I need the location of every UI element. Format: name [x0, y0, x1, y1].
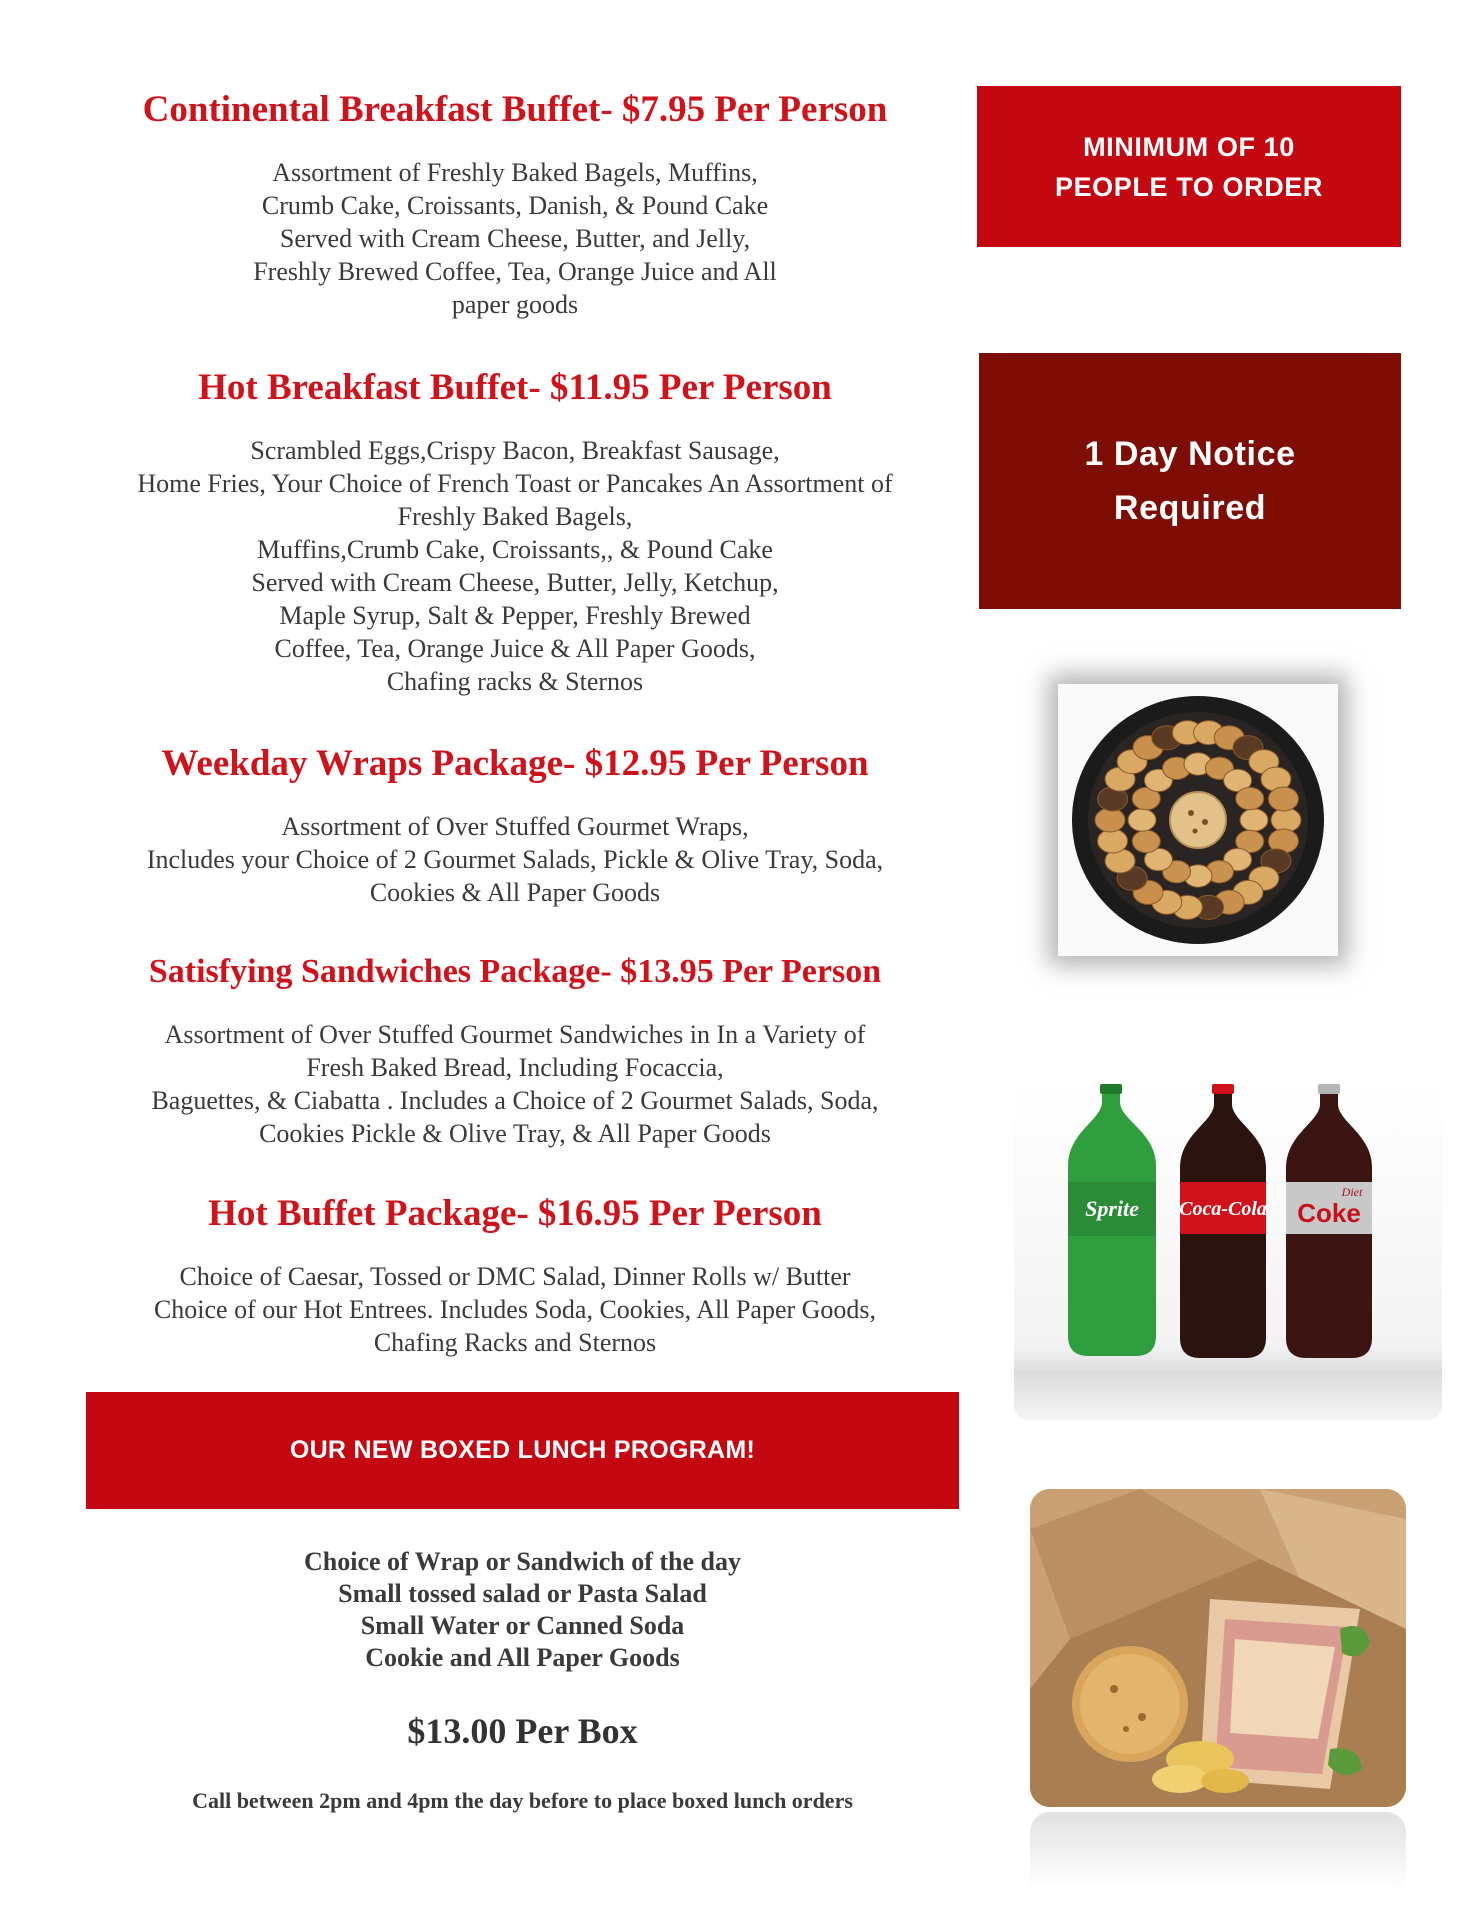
description-line: Assortment of Over Stuffed Gourmet Sandwiches in In a Variety of: [164, 1020, 866, 1049]
description-line: Served with Cream Cheese, Butter, Jelly, Ketchup,: [251, 568, 779, 597]
boxed-lunch-item: Choice of Wrap or Sandwich of the day: [304, 1547, 741, 1576]
diet-label: Diet: [1341, 1185, 1363, 1199]
boxed-lunch-price: $13.00 Per Box: [407, 1711, 638, 1751]
cookie-shape: [1268, 787, 1298, 811]
cookie-platter-icon: [1067, 691, 1329, 949]
description-line: Chafing Racks and Sternos: [373, 1328, 657, 1357]
notice-line: PEOPLE TO ORDER: [1054, 171, 1324, 202]
description-line: Muffins,Crumb Cake, Croissants,, & Pound Cake: [257, 535, 773, 564]
soda-bottles-image: [1014, 1082, 1442, 1420]
description-line: Home Fries, Your Choice of French Toast or Pancakes An Assortment of: [137, 469, 893, 498]
description-line: Freshly Brewed Coffee, Tea, Orange Juice and All: [253, 257, 777, 286]
cookie-shape: [1236, 787, 1264, 809]
cookie-shape: [1095, 808, 1125, 832]
soda-bottles-icon: [1014, 1082, 1442, 1420]
section-description: [70, 810, 960, 909]
boxed-lunch-item: Small tossed salad or Pasta Salad: [338, 1579, 707, 1608]
cookie-shape: [1132, 830, 1160, 852]
cookie-shape: [1128, 809, 1156, 831]
description-line: Assortment of Over Stuffed Gourmet Wraps,: [281, 812, 749, 841]
boxed-lunch-icon: [1030, 1489, 1406, 1807]
section-description: [70, 1260, 960, 1359]
boxed-lunch-banner-text: OUR NEW BOXED LUNCH PROGRAM!: [289, 1436, 756, 1464]
description-line: Fresh Baked Bread, Including Focaccia,: [306, 1053, 724, 1082]
section-description: [70, 156, 960, 321]
image-reflection: [1030, 1812, 1406, 1890]
section-title: Satisfying Sandwiches Package- $13.95 Per Person: [148, 953, 882, 990]
cookie-shape: [1271, 808, 1301, 832]
boxed-lunch-items: [86, 1546, 959, 1674]
description-line: Maple Syrup, Salt & Pepper, Freshly Brewed: [279, 601, 751, 630]
boxed-lunch-banner: [86, 1392, 959, 1509]
section-continental-breakfast: [70, 88, 960, 321]
notice-line: MINIMUM OF 10: [1083, 131, 1295, 162]
description-line: Choice of Caesar, Tossed or DMC Salad, Dinner Rolls w/ Butter: [179, 1262, 851, 1291]
boxed-lunch-note: Call between 2pm and 4pm the day before to place boxed lunch orders: [192, 1788, 853, 1813]
description-line: Served with Cream Cheese, Butter, and Jelly,: [279, 224, 751, 253]
section-weekday-wraps: [70, 742, 960, 909]
section-title: Weekday Wraps Package- $12.95 Per Person: [161, 743, 869, 784]
description-line: Cookies & All Paper Goods: [369, 878, 661, 907]
advance-notice-box: [979, 353, 1401, 609]
section-title: Hot Buffet Package- $16.95 Per Person: [208, 1193, 822, 1234]
section-description: [70, 434, 960, 698]
description-line: Choice of our Hot Entrees. Includes Soda, Cookies, All Paper Goods,: [153, 1295, 877, 1324]
coke-label: Coke: [1297, 1198, 1361, 1228]
notice-line: 1 Day Notice: [1084, 435, 1296, 473]
description-line: Scrambled Eggs,Crispy Bacon, Breakfast Sausage,: [250, 436, 780, 465]
description-line: Chafing racks & Sternos: [386, 667, 644, 696]
description-line: Freshly Baked Bagels,: [397, 502, 633, 531]
notice-line: Required: [1113, 489, 1267, 527]
boxed-lunch-item: Small Water or Canned Soda: [360, 1611, 685, 1640]
description-line: Cookies Pickle & Olive Tray, & All Paper Goods: [259, 1119, 771, 1148]
description-line: Assortment of Freshly Baked Bagels, Muffins,: [272, 158, 758, 187]
boxed-lunch-item: Cookie and All Paper Goods: [365, 1643, 680, 1672]
boxed-lunch-image: [1030, 1489, 1406, 1807]
sprite-label: Sprite: [1085, 1196, 1139, 1221]
cookie-shape: [1098, 829, 1128, 853]
description-line: Includes your Choice of 2 Gourmet Salads, Pickle & Olive Tray, Soda,: [146, 845, 884, 874]
description-line: Baguettes, & Ciabatta . Includes a Choice of 2 Gourmet Salads, Soda,: [151, 1086, 879, 1115]
description-line: Crumb Cake, Croissants, Danish, & Pound Cake: [261, 191, 769, 220]
section-description: [70, 1018, 960, 1150]
description-line: Coffee, Tea, Orange Juice & All Paper Goods,: [274, 634, 756, 663]
coca-cola-label: Coca-Cola: [1179, 1198, 1267, 1220]
cookie-shape: [1240, 809, 1268, 831]
cookie-platter-image: [1058, 684, 1338, 956]
description-line: paper goods: [451, 290, 579, 319]
section-title: Hot Breakfast Buffet- $11.95 Per Person: [198, 367, 832, 408]
section-satisfying-sandwiches: [70, 950, 960, 1150]
minimum-order-notice: [977, 86, 1401, 247]
section-hot-breakfast: [70, 366, 960, 698]
section-hot-buffet: [70, 1192, 960, 1359]
section-title: Continental Breakfast Buffet- $7.95 Per Person: [142, 89, 888, 130]
